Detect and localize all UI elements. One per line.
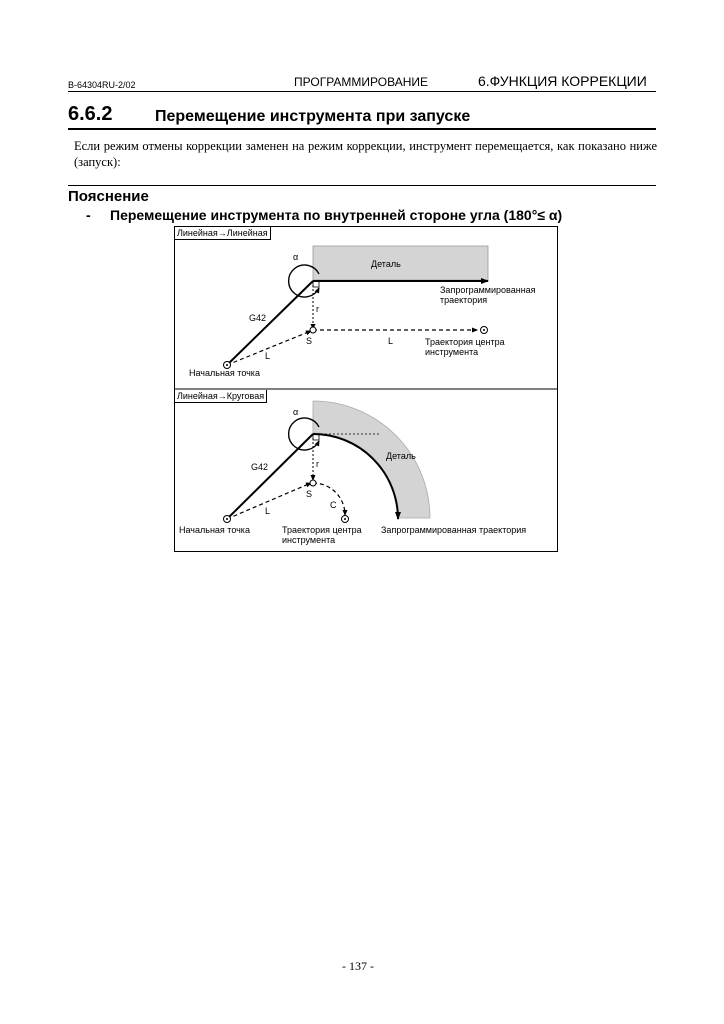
panel1-programmed-2: траектория (440, 295, 488, 305)
bullet-dash: - (86, 207, 91, 223)
panel2-g42: G42 (251, 462, 269, 472)
panel1-g42: G42 (249, 313, 267, 323)
panel2-tool-center-2: инструмента (282, 535, 336, 545)
header-section: ПРОГРАММИРОВАНИЕ (294, 75, 428, 89)
point-s-1 (310, 327, 316, 333)
panel2-s: S (306, 489, 313, 499)
panel2-label: Линейная→Круговая (175, 390, 267, 403)
panel1-tool-center-2: инструмента (425, 347, 479, 357)
point-s-2 (310, 480, 316, 486)
panel2-r: r (316, 459, 319, 469)
panel2-alpha: α (293, 407, 299, 417)
panel2-l-move: L (265, 506, 271, 516)
section-rule (68, 128, 656, 130)
page-number: - 137 - (342, 959, 374, 973)
panel1-l-path: L (388, 336, 394, 346)
endpoint-1-dot (483, 329, 485, 331)
explanation-heading: Пояснение (68, 188, 149, 205)
bullet-text: Перемещение инструмента по внутренней стороне угла (180°≤ α) (110, 207, 563, 223)
panel2-start-point: Начальная точка (179, 525, 250, 535)
panel2-tool-center-1: Траектория центра (282, 525, 362, 535)
explanation-rule (68, 185, 656, 186)
intro-paragraph: Если режим отмены коррекции заменен на режим коррекции, инструмент перемещается, как показано ниже (запуск): (74, 139, 657, 169)
section-title: Перемещение инструмента при запуске (155, 108, 471, 125)
header-rule (68, 91, 656, 92)
panel1-label: Линейная→Линейная (175, 227, 271, 240)
endpoint-2-dot (344, 518, 346, 520)
document-code: B-64304RU-2/02 (68, 80, 136, 90)
panel2-programmed-path: Запрограммированная траектория (381, 525, 527, 535)
panel1-r: r (316, 304, 319, 314)
startup-figure (174, 226, 558, 552)
panel1-l-move: L (265, 351, 271, 361)
figure-drawing (175, 227, 557, 551)
start-point-1-dot (226, 364, 228, 366)
panel1-programmed-1: Запрограммированная (440, 285, 536, 295)
panel2-part: Деталь (386, 451, 416, 461)
panel1-tool-center-1: Траектория центра (425, 337, 505, 347)
tool-center-arc-2 (313, 483, 345, 515)
start-point-2-dot (226, 518, 228, 520)
panel1-part: Деталь (371, 259, 401, 269)
panel1-s: S (306, 336, 313, 346)
panel1-alpha: α (293, 252, 299, 262)
header-chapter: 6.ФУНКЦИЯ КОРРЕКЦИИ (478, 73, 647, 89)
panel2-c: C (330, 500, 337, 510)
section-number: 6.6.2 (68, 103, 113, 125)
panel1-start-point: Начальная точка (189, 368, 260, 378)
